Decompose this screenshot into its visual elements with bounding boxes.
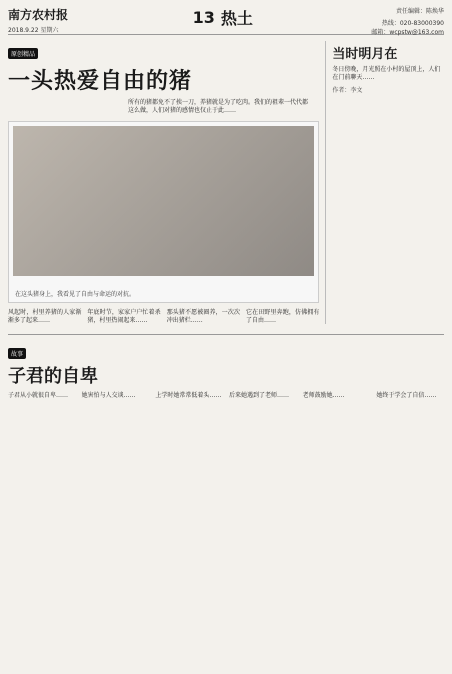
left-masthead bbox=[8, 6, 68, 34]
story-columns bbox=[8, 309, 319, 324]
bottom-col-4: 后来她遇到了老师…… bbox=[228, 392, 289, 400]
brand: 南方农村报 bbox=[8, 8, 69, 22]
bottom-story bbox=[8, 341, 444, 400]
story-col-2: 年底时节，家家户户忙着杀猪，村里热闹起来…… bbox=[87, 309, 161, 324]
bottom-col-3: 上学时她常常低着头…… bbox=[155, 392, 222, 400]
bottom-col-6: 她终于学会了自信…… bbox=[376, 392, 437, 400]
section-title: 热土 bbox=[220, 9, 253, 28]
bottom-col-5: 老师鼓励她…… bbox=[302, 392, 345, 400]
story-col-4: 它在田野里奔跑，仿佛拥有了自由…… bbox=[246, 309, 320, 324]
side-story bbox=[325, 41, 444, 324]
bottom-title: 子君的自卑 bbox=[8, 366, 98, 388]
photo-box bbox=[8, 121, 319, 303]
bottom-columns bbox=[8, 392, 444, 400]
right-masthead bbox=[371, 6, 444, 36]
section-divider bbox=[8, 334, 444, 335]
side-title: 当时明月在 bbox=[332, 47, 398, 62]
main-story bbox=[8, 41, 319, 324]
section-head bbox=[187, 6, 253, 29]
story-col-1: 风起时，村里养猪的人家渐渐多了起来…… bbox=[8, 309, 82, 324]
side-text: 冬日傍晚，月光照在小村的屋顶上，人们在门前聊天…… bbox=[332, 66, 441, 81]
email: 邮箱：wcpstw@163.com bbox=[371, 29, 444, 36]
story-lede: 所有的猪都免不了挨一刀，养猪就是为了吃肉。我们的祖辈一代代都这么做，人们对猪的感情也仅止于此…… bbox=[128, 99, 309, 114]
section-number: 13 bbox=[192, 8, 215, 27]
main-area bbox=[8, 41, 444, 324]
story-title: 一头热爱自由的猪 bbox=[8, 68, 193, 94]
story-kicker: 原创精品 bbox=[8, 48, 38, 59]
bottom-col-1: 子君从小就很自卑…… bbox=[8, 392, 69, 400]
date: 2018.9.22 星期六 bbox=[8, 27, 59, 34]
side-author: 作者：李文 bbox=[332, 87, 363, 95]
bottom-col-2: 她害怕与人交谈…… bbox=[81, 392, 136, 400]
hotline: 热线：020-83000390 bbox=[381, 20, 444, 27]
bottom-kicker: 故事 bbox=[8, 348, 26, 359]
photo-caption: 在这头猪身上，我看见了自由与命运的对抗。 bbox=[15, 291, 136, 298]
photo bbox=[13, 126, 314, 276]
story-col-3: 那头猪不愿被圈养，一次次冲出猪栏…… bbox=[166, 309, 241, 324]
masthead bbox=[8, 6, 444, 35]
editor: 责任编辑：陈焕华 bbox=[395, 8, 444, 15]
